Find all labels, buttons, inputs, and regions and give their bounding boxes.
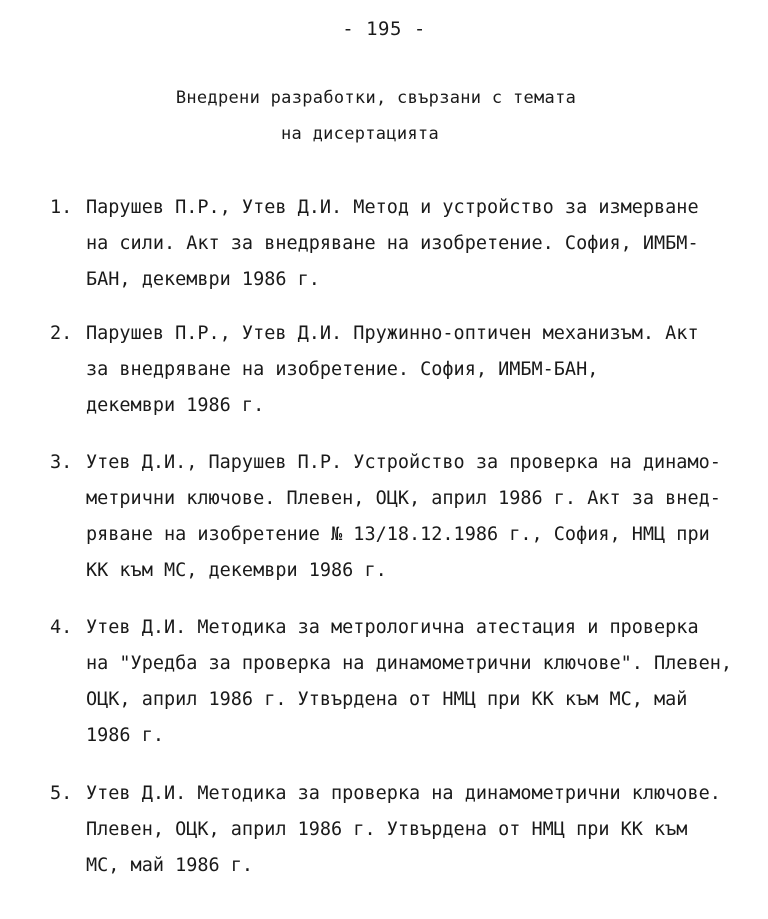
list-item-line: ряване на изобретение № 13/18.12.1986 г., София, НМЦ при	[86, 524, 710, 545]
list-item-line: Плевен, ОЦК, април 1986 г. Утвърдена от НМЦ при КК към	[86, 819, 688, 840]
list-item-line: БАН, декември 1986 г.	[86, 269, 320, 290]
list-item-line: МС, май 1986 г.	[86, 855, 254, 876]
list-item-number: 2.	[50, 323, 73, 344]
list-item-number: 3.	[50, 452, 73, 473]
list-item-number: 5.	[50, 783, 73, 804]
title-line-1: Внедрени разработки, свързани с темата	[175, 88, 577, 108]
list-item-line: Утев Д.И. Методика за проверка на динамометрични ключове.	[86, 783, 721, 804]
list-item-line: ОЦК, април 1986 г. Утвърдена от НМЦ при КК към МС, май	[86, 689, 688, 710]
list-item-line: на "Уредба за проверка на динамометрични ключове". Плевен,	[86, 653, 733, 674]
list-item-line: на сили. Акт за внедряване на изобретение. София, ИМБМ-	[86, 233, 699, 254]
list-item-line: Утев Д.И., Парушев П.Р. Устройство за проверка на динамо-	[86, 452, 721, 473]
list-item-line: за внедряване на изобретение. София, ИМБМ-БАН,	[86, 359, 599, 380]
title-line-2: на дисертацията	[280, 124, 440, 144]
list-item-line: метрични ключове. Плевен, ОЦК, април 1986 г. Акт за внед-	[86, 488, 721, 509]
list-item-line: Утев Д.И. Методика за метрологична атестация и проверка	[86, 617, 699, 638]
list-item-line: 1986 г.	[86, 725, 164, 746]
list-item-number: 4.	[50, 617, 73, 638]
list-item-line: Парушев П.Р., Утев Д.И. Пружинно-оптичен механизъм. Акт	[86, 323, 699, 344]
list-item-line: Парушев П.Р., Утев Д.И. Метод и устройство за измерване	[86, 197, 699, 218]
list-item-line: КК към МС, декември 1986 г.	[86, 560, 387, 581]
page-number: - 195 -	[342, 18, 426, 40]
list-item-line: декември 1986 г.	[86, 395, 265, 416]
list-item-number: 1.	[50, 197, 73, 218]
